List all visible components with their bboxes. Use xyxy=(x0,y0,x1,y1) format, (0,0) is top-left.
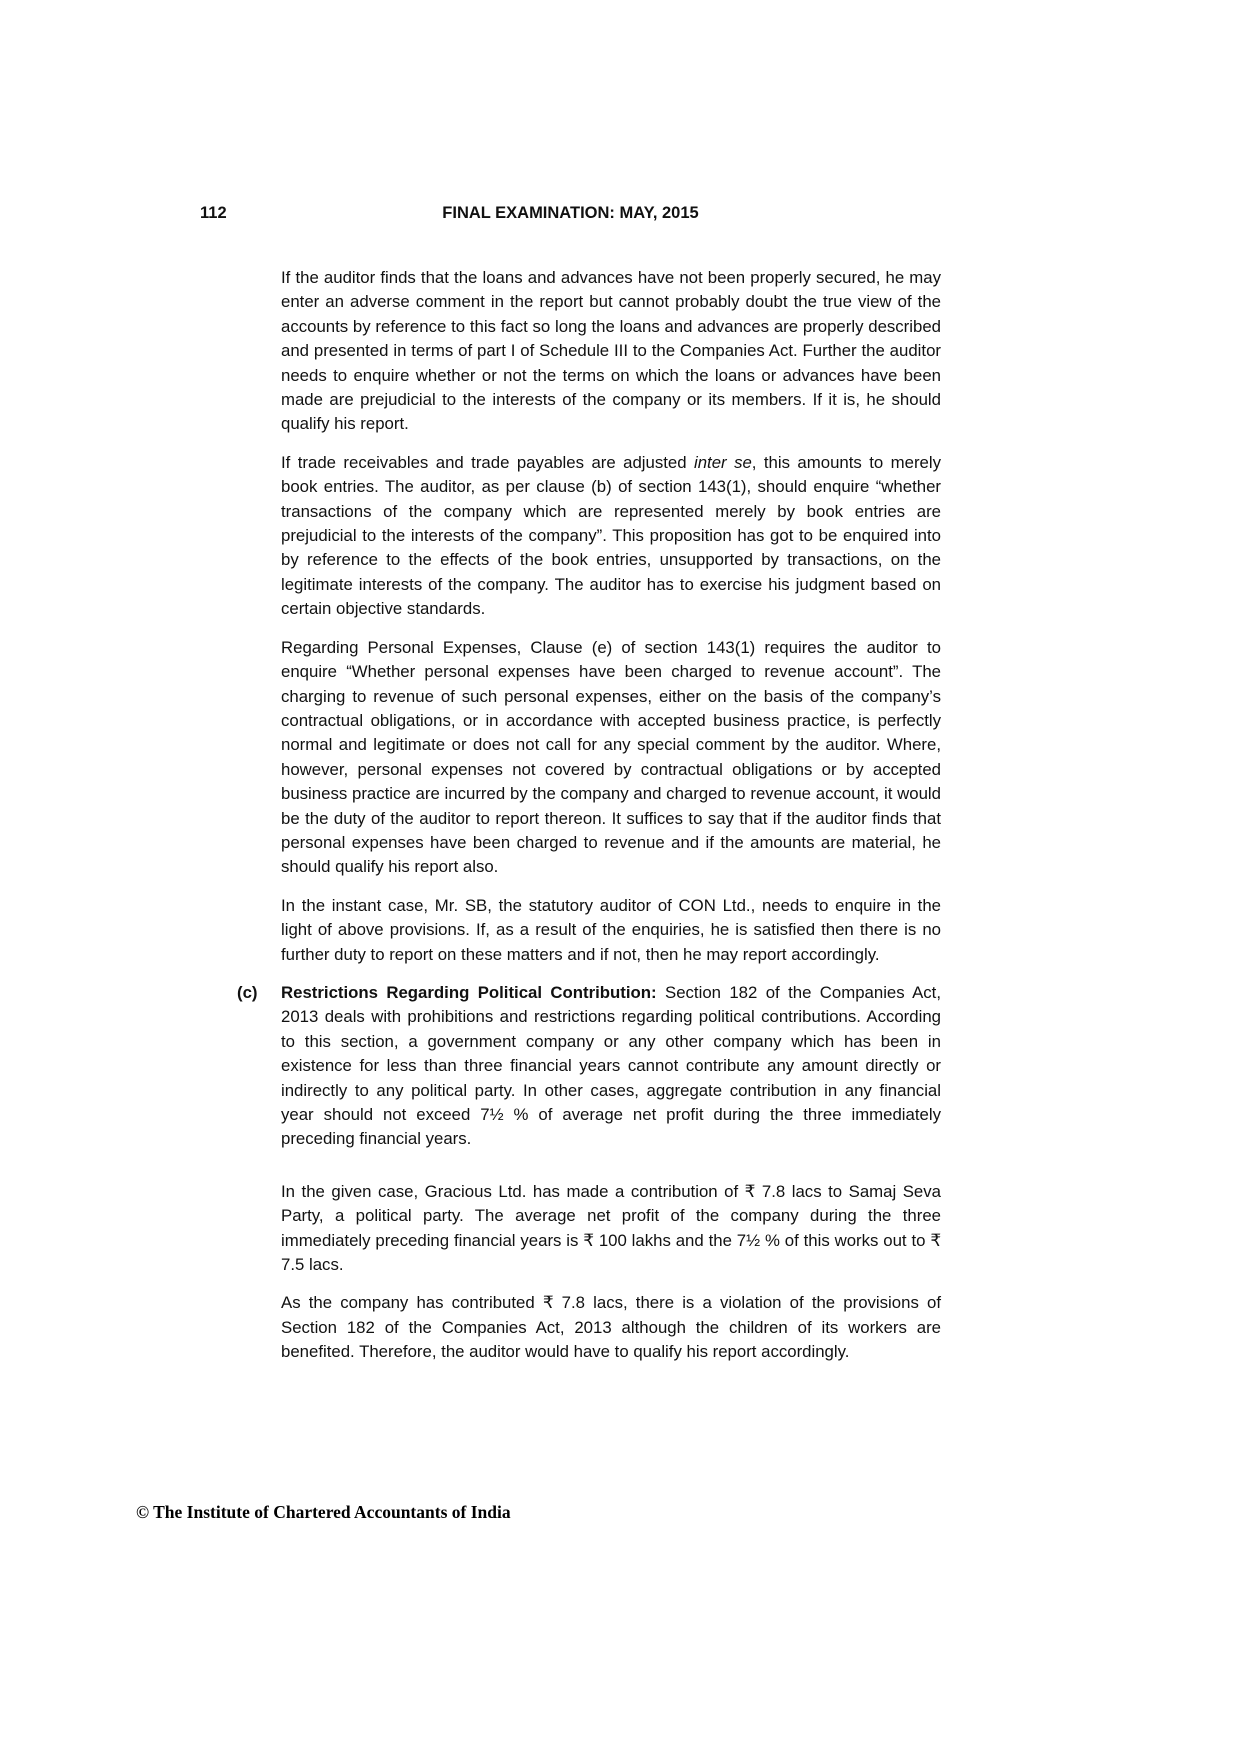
paragraph-personal-expenses xyxy=(281,636,941,880)
paragraph-book-entries xyxy=(281,451,941,622)
paragraph-instant-case xyxy=(281,894,941,967)
page-content xyxy=(200,203,941,1379)
list-item-c-label: (c) xyxy=(237,982,258,1002)
page-title: FINAL EXAMINATION: MAY, 2015 xyxy=(442,204,699,222)
paragraph-text: As the company has contributed ₹ 7.8 lacs, there is a violation of the provisions of Section 182 of the Companies Act, 2013 although the children of its workers are benefited. Therefore, the auditor would have to qualify his report accordingly. xyxy=(281,1293,941,1362)
paragraph-text: If the auditor finds that the loans and advances have not been properly secured, he may enter an adverse comment in the report but cannot probably doubt the true view of the accounts by reference to this fact so long the loans and advances are properly described and presented in terms of part I of Schedule III to the Companies Act. Further the auditor needs to enquire whether or not the terms on which the loans or advances have been made are prejudicial to the interests of the company or its members. If it is, he should qualify his report. xyxy=(281,268,941,434)
paragraph-political-contribution xyxy=(281,981,941,1152)
document-body xyxy=(200,266,941,1365)
italic-phrase: inter se xyxy=(694,452,752,472)
page-number: 112 xyxy=(200,204,227,222)
paragraph-heading: Restrictions Regarding Political Contribution: xyxy=(281,982,666,1002)
paragraph-text: Regarding Personal Expenses, Clause (e) of section 143(1) requires the auditor to enquire “Whether personal expenses have been charged to revenue account”. The charging to revenue of such personal expenses, either on the basis of the company’s contractual obligations, or in accordance with accepted business practice, is perfectly normal and legitimate or does not call for any special comment by the auditor. Where, however, personal expenses not covered by contractual obligations or by accepted business practice are incurred by the company and charged to revenue account, it would be the duty of the auditor to report thereon. It suffices to say that if the auditor finds that personal expenses have been charged to revenue and if the amounts are material, he should qualify his report also. xyxy=(281,637,941,877)
paragraph-text: In the instant case, Mr. SB, the statutory auditor of CON Ltd., needs to enquire in the light of above provisions. If, as a result of the enquiries, he is satisfied then there is no further duty to report on these matters and if not, then he may report accordingly. xyxy=(281,895,941,964)
paragraph-text: , this amounts to merely book entries. The auditor, as per clause (b) of section 143(1), should enquire “whether transactions of the company which are represented merely by book entries are prejudicial to the interests of the company”. This proposition has got to be enquired into by reference to the effects of the book entries, unsupported by transactions, on the legitimate interests of the company. The auditor has to exercise his judgment based on certain objective standards. xyxy=(281,452,941,619)
paragraph-conclusion xyxy=(281,1291,941,1364)
paragraph-text: In the given case, Gracious Ltd. has made a contribution of ₹ 7.8 lacs to Samaj Seva Party, a political party. The average net profit of the company during the three immediately preceding financial years is ₹ 100 lakhs and the 7½ % of this works out to ₹ 7.5 lacs. xyxy=(281,1181,941,1275)
page-header xyxy=(200,203,941,224)
copyright-footer: © The Institute of Chartered Accountants of India xyxy=(136,1502,511,1522)
paragraph-text: If trade receivables and trade payables are adjusted xyxy=(281,452,694,472)
paragraph-loans-advances xyxy=(281,266,941,437)
list-item-c xyxy=(200,981,941,1166)
paragraph-text: Section 182 of the Companies Act, 2013 deals with prohibitions and restrictions regarding political contributions. According to this section, a government company or any other company which has been in existence for less than three financial years cannot contribute any amount directly or indirectly to any political party. In other cases, aggregate contribution in any financial year should not exceed 7½ % of average net profit during the three immediately preceding financial years. xyxy=(281,982,941,1149)
paragraph-gracious-ltd xyxy=(281,1180,941,1278)
